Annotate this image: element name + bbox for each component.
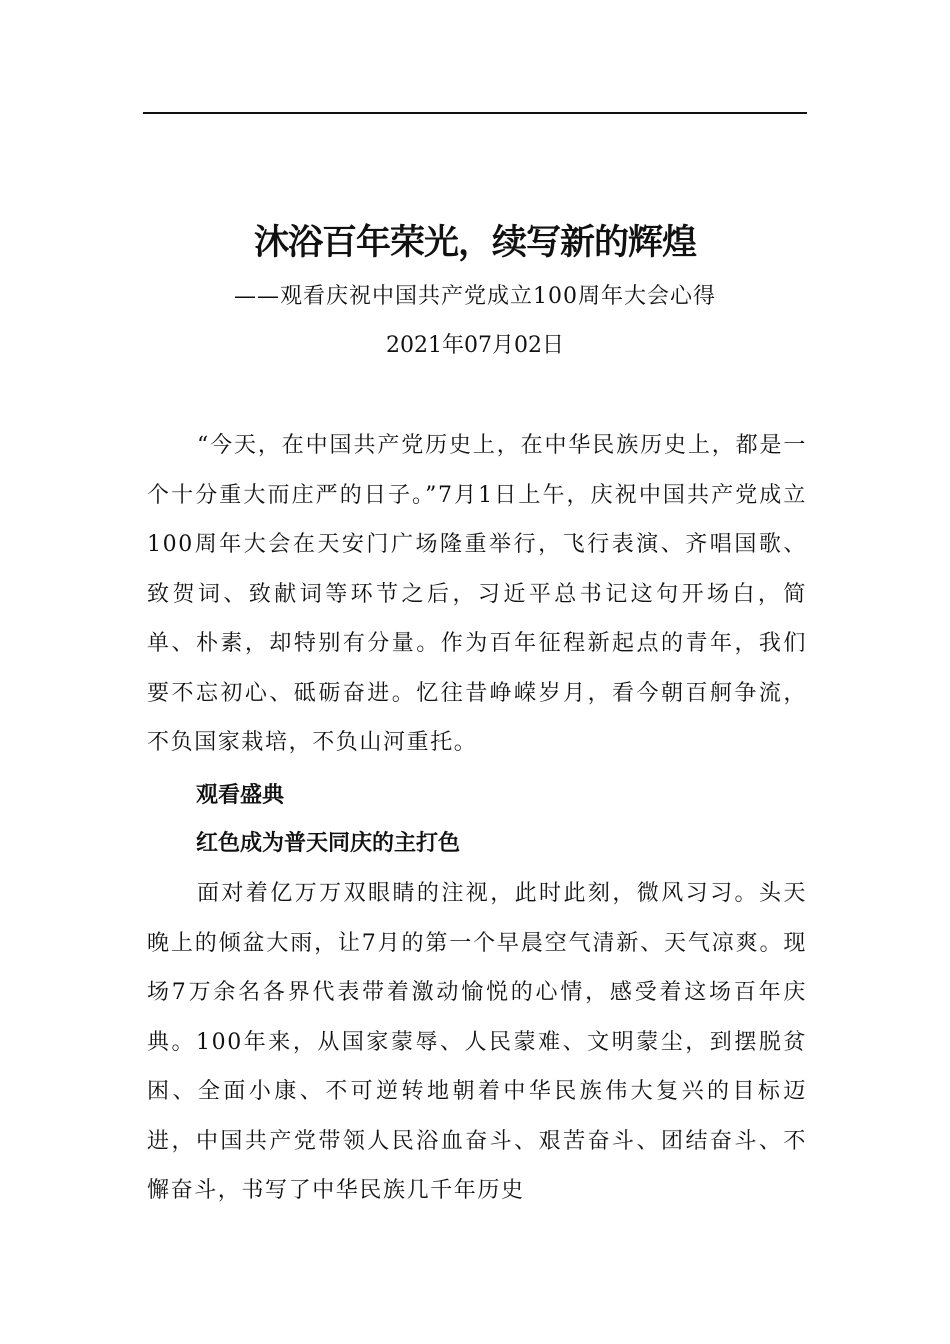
section-heading: 观看盛典: [196, 783, 285, 808]
document-subtitle: ——观看庆祝中国共产党成立100周年大会心得: [234, 284, 716, 309]
document-date: 2021年07月02日: [386, 333, 564, 358]
section-subheading: 红色成为普天同庆的主打色: [196, 831, 461, 856]
document-title: 沐浴百年荣光，续写新的辉煌: [253, 223, 696, 263]
body-paragraph: 面对着亿万万双眼睛的注视，此时此刻，微风习习。头天晚上的倾盆大雨，让7月的第一个早晨空气清新、天气凉爽。现场7万余名各界代表带着激动愉悦的心情，感受着这场百年庆典。100年来，从国家蒙辱、人民蒙难、文明蒙尘，到摆脱贫困、全面小康、不可逆转地朝着中华民族伟大复兴的目标迈进，中国共产党带领人民浴血奋斗、艰苦奋斗、团结奋斗、不懈奋斗，书写了中华民族几千年历史: [147, 881, 807, 1203]
header-rule: [143, 112, 807, 114]
body-paragraph: “今天，在中国共产党历史上，在中华民族历史上，都是一个十分重大而庄严的日子。”7月1日上午，庆祝中国共产党成立100周年大会在天安门广场隆重举行，飞行表演、齐唱国歌、致贺词、致献词等环节之后，习近平总书记这句开场白，简单、朴素，却特别有分量。作为百年征程新起点的青年，我们要不忘初心、砥砺奋进。忆往昔峥嵘岁月，看今朝百舸争流，不负国家栽培，不负山河重托。: [147, 433, 807, 755]
